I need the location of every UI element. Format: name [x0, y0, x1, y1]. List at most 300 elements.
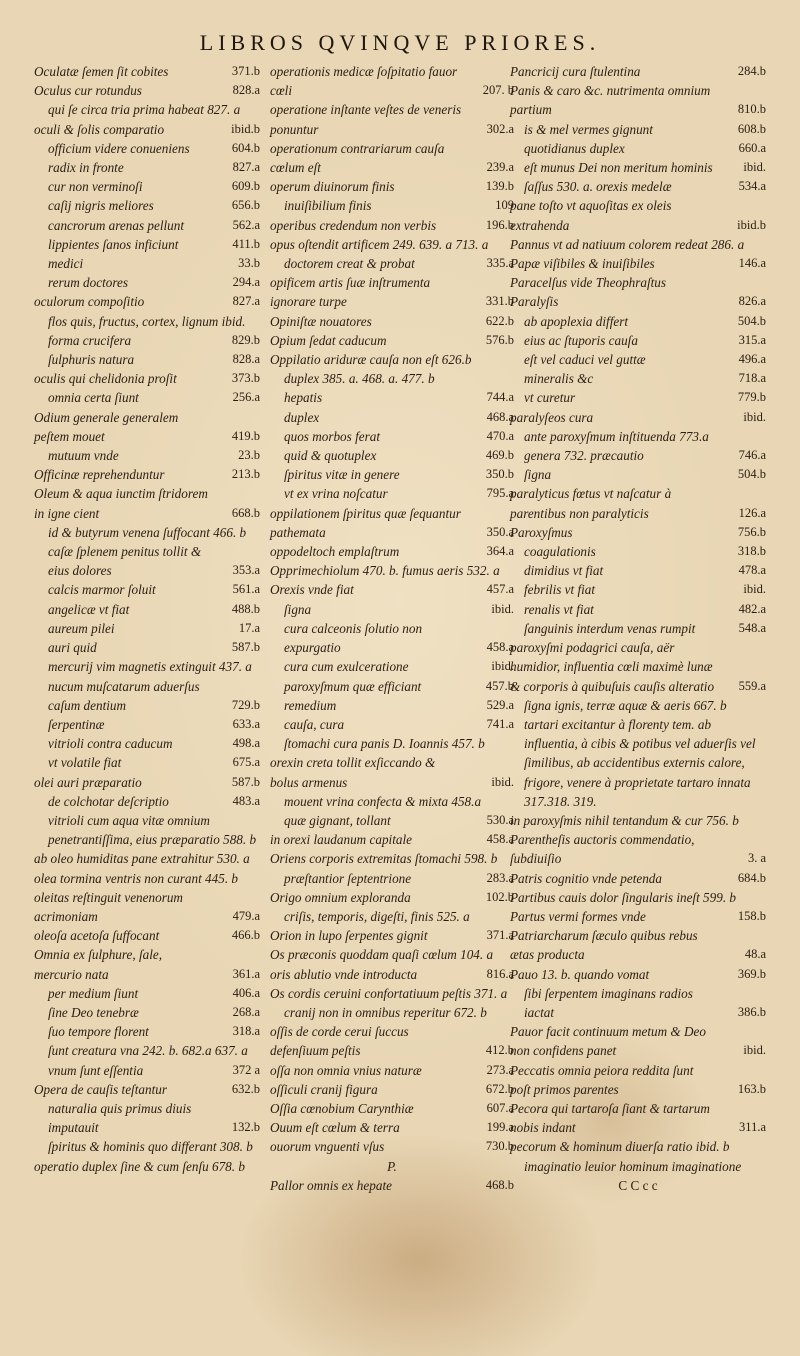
index-entry	[270, 235, 514, 254]
entry-page-ref: 779.b	[737, 390, 766, 405]
entry-page-ref: 419.b	[231, 428, 260, 443]
entry-page-ref: 468.b	[485, 1177, 514, 1192]
entry-text: in orexi laudanum capitale	[270, 832, 412, 848]
index-entry	[270, 561, 514, 580]
entry-text: lippientes ſanos inficiunt	[48, 236, 179, 252]
entry-text: operationis medicæ ſoſpitatio fauor cœli	[270, 64, 458, 99]
entry-page-ref: 318.a	[232, 1024, 260, 1039]
entry-text: oleitas reſtinguit venenorum acrimoniam	[34, 889, 183, 924]
index-entry	[34, 158, 260, 177]
entry-text: ſigna	[284, 601, 312, 617]
index-entry	[510, 120, 766, 139]
entry-text: Pauor facit continuum metum & Deo non confidens panet	[510, 1024, 706, 1059]
entry-page-ref: 561.a	[232, 582, 260, 597]
entry-text: operibus credendum non verbis	[270, 217, 437, 233]
index-entry	[510, 427, 766, 446]
entry-page-ref: 284.b	[737, 64, 766, 78]
index-entry	[270, 1080, 514, 1099]
entry-text: quotidianus duplex	[524, 140, 625, 156]
entry-text: ſuo tempore florent	[48, 1024, 149, 1040]
entry-text: angelicæ vt fiat	[48, 601, 130, 617]
entry-page-ref: 158.b	[737, 908, 766, 923]
index-entry	[270, 677, 514, 696]
index-entry	[510, 907, 766, 926]
entry-page-ref: 548.a	[738, 620, 766, 635]
entry-page-ref: 633.a	[232, 716, 260, 731]
entry-text: P.	[387, 1158, 397, 1174]
index-entry	[510, 965, 766, 984]
entry-page-ref: 609.b	[231, 179, 260, 194]
index-entry	[34, 120, 260, 139]
index-entry	[270, 1022, 514, 1060]
entry-text: ſtomachi cura panis D. Ioannis 457. b	[284, 736, 485, 752]
entry-text: tartari excitantur à florenty tem. ab influentia, à cibis & potibus vel aduerſis vel ſimilibus, ab accidentibus externis calore, frigore, venere à proprietate tartaro innata 317.318. 319.	[524, 716, 756, 809]
entry-page-ref: 364.a	[486, 544, 514, 559]
entry-page-ref: 371.a	[486, 928, 514, 943]
entry-text: ante paroxyſmum inſtituenda 773.a	[524, 428, 709, 444]
index-entry	[270, 984, 514, 1003]
index-entry	[270, 888, 514, 907]
index-entry	[270, 273, 514, 311]
index-entry	[270, 753, 514, 791]
index-entry	[34, 350, 260, 369]
entry-page-ref: 335.a	[486, 256, 514, 271]
entry-page-ref: 816.a	[486, 966, 514, 981]
entry-text: auri quid	[48, 640, 97, 656]
entry-text: aureum pilei	[48, 620, 115, 636]
entry-text: Papæ viſibiles & inuiſibiles	[510, 256, 655, 272]
index-entry	[34, 638, 260, 657]
entry-text: vt curetur	[524, 390, 576, 406]
entry-text: ſine Deo tenebræ	[48, 1004, 139, 1020]
index-entry	[34, 216, 260, 235]
index-entry	[34, 984, 260, 1003]
entry-page-ref: 660.a	[738, 140, 766, 155]
entry-page-ref: 412.b	[485, 1043, 514, 1058]
index-entry	[510, 62, 766, 81]
entry-text: ſigna	[524, 467, 552, 483]
entry-page-ref: 457.a	[486, 582, 514, 597]
index-entry	[34, 869, 260, 888]
index-entry	[270, 254, 514, 273]
entry-text: flos quis, fructus, cortex, lignum ibid.	[48, 313, 246, 329]
index-entry	[270, 849, 514, 868]
entry-text: per medium ſiunt	[48, 985, 139, 1001]
index-entry	[510, 984, 766, 1022]
entry-page-ref: ibid.	[743, 582, 766, 597]
entry-page-ref: 810.b	[737, 102, 766, 117]
index-entry	[270, 446, 514, 465]
entry-page-ref: 608.b	[737, 121, 766, 136]
entry-text: Panis & caro &c. nutrimenta omnium partium	[510, 83, 711, 118]
index-entry	[270, 542, 514, 561]
entry-text: oſſa non omnia vnius naturæ	[270, 1062, 422, 1078]
entry-text: mouent vrina confecta & mixta 458.a	[284, 793, 482, 809]
entry-text: cancrorum arenas pellunt	[48, 217, 185, 233]
index-entry	[270, 696, 514, 715]
entry-text: paroxyſmi podagrici cauſa, aër humidior, influentia cœli maximè lunæ & corporis à quibuſuis cauſis alteratio	[510, 640, 715, 694]
index-entry	[270, 504, 514, 542]
index-entry	[270, 965, 514, 984]
entry-page-ref: 482.a	[738, 601, 766, 616]
index-entry	[270, 1061, 514, 1080]
index-entry	[34, 715, 260, 734]
index-entry	[270, 369, 514, 388]
entry-page-ref: 529.a	[486, 697, 514, 712]
entry-text: doctorem creat & probat	[284, 256, 415, 272]
index-entry	[34, 523, 260, 542]
entry-text: quæ gignant, tollant	[284, 812, 391, 828]
entry-page-ref: ibid.b	[231, 121, 260, 136]
index-entry	[34, 81, 260, 100]
entry-text: calcis marmor ſoluit	[48, 582, 156, 598]
entry-page-ref: 163.b	[737, 1081, 766, 1096]
entry-page-ref: 479.a	[232, 908, 260, 923]
entry-text: mineralis &c	[524, 371, 594, 387]
index-column-2	[270, 62, 514, 1195]
entry-text: Ouum eſt cœlum & terra	[270, 1120, 400, 1136]
entry-text: eius ac ſtuporis cauſa	[524, 332, 638, 348]
entry-text: febrilis vt fiat	[524, 582, 596, 598]
entry-text: ab oleo humiditas pane extrahitur 530. a	[34, 851, 250, 867]
entry-text: nucum muſcatarum aduerſus caſum dentium	[48, 678, 200, 713]
entry-page-ref: 406.a	[232, 985, 260, 1000]
index-entry	[34, 139, 260, 158]
index-entry	[510, 715, 766, 811]
index-entry	[34, 773, 260, 792]
entry-text: Opprimechiolum 470. b. fumus aeris 532. a	[270, 563, 500, 579]
entry-page-ref: 632.b	[231, 1081, 260, 1096]
entry-text: cauſa, cura	[284, 716, 345, 732]
entry-page-ref: 458.a	[486, 832, 514, 847]
index-entry	[34, 465, 260, 484]
entry-page-ref: ibid.	[743, 409, 766, 424]
index-entry	[270, 907, 514, 926]
entry-text: renalis vt fiat	[524, 601, 594, 617]
entry-text: Oriens corporis extremitas ſtomachi 598. b	[270, 851, 498, 867]
entry-page-ref: 23.b	[238, 448, 260, 463]
index-entry	[270, 1137, 514, 1156]
index-entry	[34, 177, 260, 196]
entry-page-ref: 587.b	[231, 640, 260, 655]
index-entry	[510, 542, 766, 561]
index-entry	[510, 561, 766, 580]
index-entry	[270, 62, 514, 100]
entry-text: Opiniſtæ nouatores	[270, 313, 372, 329]
index-column-3	[510, 62, 766, 1195]
index-entry	[510, 177, 766, 196]
entry-text: Oleum & aqua iunctim ſtridorem in igne cient	[34, 486, 208, 521]
entry-page-ref: 411.b	[232, 236, 260, 251]
index-entry	[270, 811, 514, 830]
entry-text: qui ſe circa tria prima habeat 827. a	[48, 102, 241, 118]
entry-page-ref: 146.a	[738, 256, 766, 271]
index-entry	[34, 331, 260, 350]
entry-page-ref: 468.a	[486, 409, 514, 424]
index-entry	[270, 350, 514, 369]
entry-text: operationum contrariarum cauſa cœlum eſt	[270, 140, 445, 176]
index-entry	[510, 369, 766, 388]
entry-text: Peccatis omnia peiora reddita ſunt poſt primos parentes	[510, 1062, 694, 1097]
index-entry	[510, 235, 766, 254]
index-entry	[34, 677, 260, 715]
entry-page-ref: 478.a	[738, 563, 766, 578]
entry-text: medici	[48, 256, 84, 272]
entry-page-ref: 371.b	[231, 64, 260, 78]
entry-text: duplex	[284, 409, 320, 425]
entry-text: Paroxyſmus	[510, 524, 573, 540]
entry-page-ref: 534.a	[738, 179, 766, 194]
entry-text: inuiſibilium finis	[284, 198, 372, 214]
entry-text: ſulphuris natura	[48, 352, 135, 368]
index-entry	[510, 350, 766, 369]
entry-text: orexin creta tollit exſiccando & bolus armenus	[270, 755, 436, 790]
index-entry	[510, 888, 766, 907]
entry-text: de colchotar deſcriptio	[48, 793, 169, 809]
index-entry	[510, 1099, 766, 1137]
entry-page-ref: 302.a	[486, 121, 514, 136]
entry-text: ab apoplexia differt	[524, 313, 629, 329]
entry-text: pane toſto vt aquoſitas ex oleis extrahenda	[510, 198, 672, 233]
entry-text: hepatis	[284, 390, 323, 406]
entry-text: Origo omnium exploranda	[270, 889, 411, 905]
entry-text: caſæ ſplenem penitus tollit & eius dolores	[48, 544, 202, 579]
entry-page-ref: 795.a	[486, 486, 514, 501]
entry-page-ref: 827.a	[232, 160, 260, 175]
entry-text: paralyticus fœtus vt naſcatur à parentibus non paralyticis	[510, 486, 672, 521]
entry-page-ref: 607.a	[486, 1100, 514, 1115]
index-entry	[34, 542, 260, 580]
entry-page-ref: 562.a	[232, 217, 260, 232]
entry-text: rerum doctores	[48, 275, 128, 291]
entry-text: paralyſeos cura	[510, 409, 594, 425]
index-entry	[34, 811, 260, 849]
entry-text: Os cordis ceruini confortatiuum peſtis 371. a	[270, 985, 508, 1001]
entry-text: oculis qui chelidonia proſit	[34, 371, 177, 387]
index-entry	[34, 446, 260, 465]
entry-page-ref: ibid.	[491, 601, 514, 616]
index-entry	[270, 484, 514, 503]
entry-page-ref: ibid.	[491, 659, 514, 674]
entry-page-ref: 126.a	[738, 505, 766, 520]
entry-page-ref: 318.b	[737, 544, 766, 559]
page-header: LIBROS QVINQVE PRIORES.	[199, 30, 601, 55]
index-entry	[270, 1118, 514, 1137]
index-entry	[270, 408, 514, 427]
entry-page-ref: 132.b	[231, 1120, 260, 1135]
index-entry	[510, 331, 766, 350]
index-entry	[270, 100, 514, 138]
index-entry	[34, 1003, 260, 1022]
index-entry	[34, 753, 260, 772]
index-entry	[510, 619, 766, 638]
entry-text: Orion in lupo ſerpentes gignit	[270, 928, 428, 944]
entry-page-ref: 353.a	[232, 563, 260, 578]
entry-text: quid & quotuplex	[284, 448, 377, 464]
index-entry	[34, 100, 260, 119]
entry-text: cura calceonis ſolutio non expurgatio	[284, 620, 423, 656]
index-entry	[34, 292, 260, 311]
index-entry	[270, 1157, 514, 1176]
index-entry	[510, 830, 766, 868]
index-entry	[270, 1099, 514, 1118]
entry-page-ref: 672.b	[485, 1081, 514, 1096]
index-entry	[510, 523, 766, 542]
entry-text: Pannus vt ad natiuum colorem redeat 286. a	[510, 236, 745, 252]
index-entry	[510, 1061, 766, 1099]
index-entry	[270, 1176, 514, 1195]
index-entry	[270, 869, 514, 888]
index-entry	[510, 1022, 766, 1060]
entry-text: oſſis de corde cerui ſuccus defenſiuum peſtis	[270, 1024, 409, 1059]
index-entry	[510, 465, 766, 484]
index-entry	[34, 792, 260, 811]
entry-page-ref: 213.b	[231, 467, 260, 482]
entry-text: oculorum compoſitio	[34, 294, 145, 310]
entry-text: Officinæ reprehenduntur	[34, 467, 165, 483]
entry-text: Patriarcharum ſæculo quibus rebus ætas producta	[510, 928, 698, 963]
index-entry	[34, 734, 260, 753]
entry-page-ref: 559.a	[738, 678, 766, 693]
entry-text: ſunt creatura vna 242. b. 682.a 637. a	[48, 1043, 248, 1059]
entry-text: mutuum vnde	[48, 448, 119, 464]
entry-text: operatio duplex ſine & cum ſenſu 678. b	[34, 1158, 245, 1174]
index-entry	[510, 1157, 766, 1176]
entry-text: Paracelſus vide Theophraſtus	[510, 275, 667, 291]
entry-page-ref: 741.a	[486, 716, 514, 731]
entry-page-ref: 373.b	[231, 371, 260, 386]
entry-text: Parentheſis auctoris commendatio, ſubdiuiſio	[510, 832, 695, 867]
entry-page-ref: 311.a	[739, 1120, 766, 1135]
entry-text: in paroxyſmis nihil tentandum & cur 756. b	[510, 812, 739, 828]
entry-text: dimidius vt fiat	[524, 563, 604, 579]
entry-text: Orexis vnde fiat	[270, 582, 354, 598]
entry-text: vt volatile fiat	[48, 755, 122, 771]
index-entry	[270, 792, 514, 811]
entry-text: oculi & ſolis comparatio	[34, 121, 165, 137]
entry-page-ref: 718.a	[738, 371, 766, 386]
entry-page-ref: 102.b	[485, 889, 514, 904]
index-entry	[510, 388, 766, 407]
entry-page-ref: 369.b	[737, 966, 766, 981]
index-entry	[34, 484, 260, 522]
entry-text: Oculus cur rotundus	[34, 83, 142, 99]
index-entry	[510, 158, 766, 177]
entry-page-ref: 530.a	[486, 812, 514, 827]
index-entry	[510, 869, 766, 888]
entry-page-ref: 756.b	[737, 524, 766, 539]
entry-page-ref: 744.a	[486, 390, 514, 405]
index-entry	[270, 427, 514, 446]
entry-text: caſij nigris meliores	[48, 198, 154, 214]
index-entry	[34, 62, 260, 81]
entry-page-ref: 361.a	[232, 966, 260, 981]
entry-page-ref: ibid.b	[737, 217, 766, 232]
signature-mark: C C c c	[618, 1177, 658, 1193]
entry-text: vnum ſunt eſſentia	[48, 1062, 144, 1078]
entry-text: Pauo 13. b. quando vomat	[510, 966, 650, 982]
entry-page-ref: 504.b	[737, 467, 766, 482]
entry-text: ſanguinis interdum venas rumpit	[524, 620, 696, 636]
entry-page-ref: 684.b	[737, 870, 766, 885]
entry-text: id & butyrum venena ſuffocant 466. b	[48, 524, 247, 540]
index-entry	[34, 849, 260, 868]
entry-page-ref: 828.a	[232, 352, 260, 367]
entry-text: cura cum exulceratione	[284, 659, 409, 675]
index-entry	[270, 600, 514, 619]
index-entry	[34, 388, 260, 407]
entry-page-ref: 469.b	[485, 448, 514, 463]
entry-page-ref: 729.b	[231, 697, 260, 712]
index-entry	[270, 177, 514, 196]
entry-text: ſpiritus & hominis quo differant 308. b	[48, 1139, 253, 1155]
index-entry	[510, 254, 766, 273]
index-entry	[270, 619, 514, 657]
index-entry	[510, 408, 766, 427]
entry-text: Omnia ex ſulphure, ſale, mercurio nata	[34, 947, 163, 982]
entry-page-ref: ibid.	[491, 774, 514, 789]
index-entry	[270, 657, 514, 676]
entry-text: vitrioli contra caducum	[48, 736, 173, 752]
entry-text: Pecora qui tartaroſa ſiant & tartarum nobis indant	[510, 1100, 710, 1136]
index-entry	[34, 945, 260, 983]
entry-text: operum diuinorum finis	[270, 179, 395, 195]
entry-page-ref: 829.b	[231, 332, 260, 347]
index-entry	[510, 81, 766, 119]
index-entry	[510, 292, 766, 311]
index-entry	[510, 484, 766, 522]
index-entry	[34, 1022, 260, 1041]
entry-page-ref: 196.b	[485, 217, 514, 232]
entry-text: oppilationem ſpiritus quæ ſequantur pathemata	[270, 505, 461, 540]
index-entry	[270, 945, 514, 964]
entry-page-ref: ibid.	[743, 160, 766, 175]
entry-page-ref: 350.b	[485, 467, 514, 482]
index-entry	[34, 888, 260, 926]
entry-text: genera 732. præcautio	[524, 448, 644, 464]
index-entry	[510, 811, 766, 830]
index-entry	[34, 369, 260, 388]
entry-text: Partus vermi formes vnde	[510, 908, 646, 924]
entry-text: Oſſia cœnobium Carynthiæ	[270, 1100, 414, 1116]
index-column-1	[34, 62, 260, 1176]
entry-page-ref: 622.b	[485, 313, 514, 328]
entry-text: oris ablutio vnde introducta	[270, 966, 418, 982]
entry-text: oleoſa acetoſa ſuffocant	[34, 928, 160, 944]
entry-text: eſt vel caduci vel guttæ	[524, 352, 646, 368]
entry-text: Os præconis quoddam quaſi cœlum 104. a	[270, 947, 494, 963]
index-entry	[34, 273, 260, 292]
index-entry	[34, 600, 260, 619]
entry-text: is & mel vermes gignunt	[524, 121, 653, 137]
entry-text: præſtantior ſeptentrione	[284, 870, 412, 886]
entry-page-ref: 604.b	[231, 140, 260, 155]
entry-page-ref: 372 a	[232, 1062, 260, 1077]
entry-text: oppodeltoch emplaſtrum	[270, 544, 400, 560]
index-entry	[34, 254, 260, 273]
entry-text: vitrioli cum aqua vitæ omnium penetrantiſſima, eius præparatio 588. b	[48, 812, 257, 848]
index-entry	[510, 1137, 766, 1156]
entry-text: olea tormina ventris non curant 445. b	[34, 870, 239, 886]
entry-text: omnia certa ſiunt	[48, 390, 139, 406]
index-entry	[34, 196, 260, 215]
entry-page-ref: 587.b	[231, 774, 260, 789]
entry-text: opus oſtendit artificem 249. 639. a 713. a	[270, 236, 489, 252]
entry-text: cranij non in omnibus reperitur 672. b	[284, 1004, 487, 1020]
index-entry	[510, 696, 766, 715]
entry-text: Patris cognitio vnde petenda	[510, 870, 662, 886]
index-entry	[270, 331, 514, 350]
